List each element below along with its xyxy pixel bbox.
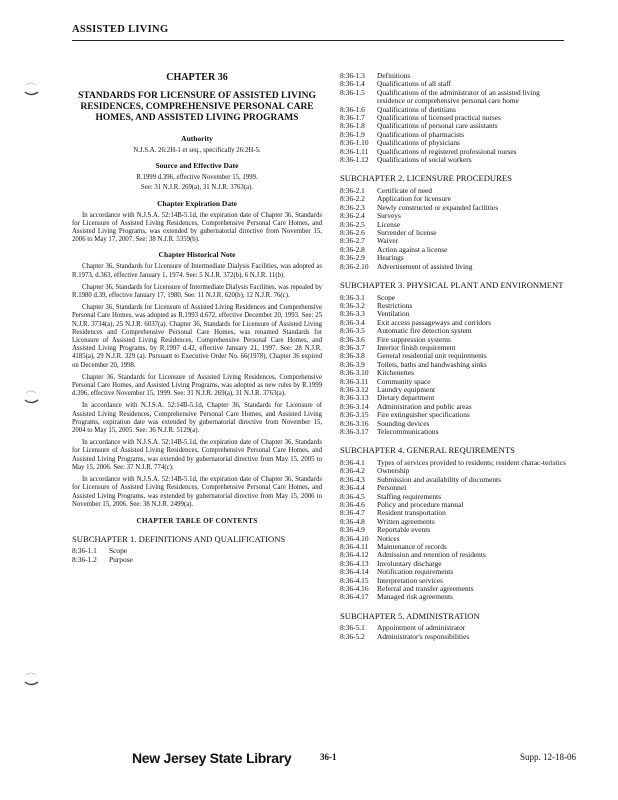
history-paragraph: Chapter 36, Standards for Licensure of Assisted Living Residences and Comprehensive Personal Care Homes, was adopted as R.1993 d.672, effective December 20, 1993. See: 25 N.J.R. 3734(a), 25 N.J.R. 6037(a). Chapter 36, Standards for Licensure of Assisted Living Residences and Comprehensive Personal Care Homes, was renamed Standards for Licensure of Assisted Living Residences, Comprehensive Personal Care Homes, and Assisted Living Programs, by R.1997 d.42, effective January 21, 1997. See: 28 N.J.R. 4185(a), 29 N.J.R. 329 (a). Pursuant to Executive Order No. 66(1978), Chapter 36 expired on December 20, 1998. — [72, 304, 322, 369]
section-title: Notices — [377, 533, 400, 543]
section-title: Newly constructed or expanded facilities — [377, 202, 499, 212]
history-paragraph: In accordance with N.J.S.A. 52:14B-5.1d, the expiration date of Chapter 36, Standards for Licensure of Assisted Living Residences, Comprehensive Personal Care Homes, and Assisted Living Programs, was extended by gubernatorial directive from May 15, 2006 to November 15, 2006. See: 38 N.J.R. 2499(a). — [72, 476, 322, 508]
toc-list — [340, 187, 566, 271]
section-title: Qualifications of dietitians — [377, 104, 456, 114]
section-number: 8:36-1.12 — [340, 155, 369, 165]
section-number: 8:36-3.2 — [340, 300, 365, 310]
punch-hole-icon — [22, 388, 40, 406]
section-number: 8:36-2.6 — [340, 228, 365, 237]
section-title: Interior finish requirement — [377, 342, 456, 352]
section-title: Admission and retention of residents — [377, 550, 486, 560]
section-title: Maintenance of records — [377, 542, 447, 551]
section-title: Qualifications of pharmacists — [377, 129, 465, 139]
history-heading: Chapter Historical Note — [158, 250, 236, 260]
history-paragraph: Chapter 36, Standards for Licensure of Intermediate Dialysis Facilities, was repealed by R.1980 d.39, effective January 17, 1980. See: 11 N.J.R. 620(b), 12 N.J.R. 76(c). — [72, 283, 322, 300]
section-title: Qualifications of all staff — [377, 79, 451, 89]
toc-entry — [72, 556, 322, 564]
section-number: 8:36-1.5 — [340, 87, 365, 97]
subchapter-title: SUBCHAPTER 3. PHYSICAL PLANT AND ENVIRONMENT — [340, 280, 564, 291]
section-title: Surrender of license — [377, 228, 437, 237]
section-number: 8:36-4.1 — [340, 457, 365, 467]
toc-entry — [340, 535, 566, 543]
toc-entry — [340, 89, 566, 106]
section-number: 8:36-3.8 — [340, 351, 365, 361]
section-number: 8:36-3.17 — [340, 427, 369, 437]
toc-entry — [340, 212, 566, 220]
section-number: 8:36-5.2 — [340, 631, 365, 641]
section-number: 8:36-1.3 — [340, 71, 365, 80]
section-number: 8:36-4.16 — [340, 584, 369, 594]
subchapter-title: SUBCHAPTER 4. GENERAL REQUIREMENTS — [340, 445, 515, 456]
expiration-paragraph: In accordance with N.J.S.A. 52:14B-5.1d, the expiration date of Chapter 36, Standards for Licensure of Assisted Living Residences, Comprehensive Personal Care Homes, and Assisted Living Programs, was extended by gubernatorial directive from November 15, 2006 to May 17, 2007. See: 38 N.J.R. 5359(b). — [72, 211, 322, 244]
section-title: Waiver — [377, 236, 399, 246]
header-rule — [72, 40, 564, 41]
section-number: 8:36-3.1 — [340, 292, 365, 302]
toc-entry — [340, 302, 566, 310]
section-title: Purpose — [109, 554, 133, 564]
section-number: 8:36-3.11 — [340, 376, 369, 386]
history-paragraph: In accordance with N.J.S.A. 52:14B-5.1d, Chapter 36, Standards for Licensure of Assisted Living Residences, Comprehensive Personal Care Homes, and Assisted Living Programs, expiration date was extended by gubernatorial directive from November 15, 2004 to May 15, 2005. See: 36 N.J.R. 5129(a). — [72, 402, 322, 435]
section-title: Types of services provided to residents; resident charac-teristics — [377, 457, 566, 467]
page-number: 36-1 — [320, 752, 337, 762]
section-title: General residential unit requirements — [377, 351, 487, 361]
section-title: Policy and procedure manual — [377, 499, 464, 509]
section-title: Sounding devices — [377, 418, 430, 428]
section-number: 8:36-3.15 — [340, 410, 369, 420]
toc-entry — [340, 156, 566, 164]
section-number: 8:36-4.7 — [340, 508, 365, 518]
section-number: 8:36-4.14 — [340, 567, 369, 577]
section-number: 8:36-3.12 — [340, 385, 369, 394]
section-title: Exit access passageways and corridors — [377, 317, 492, 327]
section-title: Action against a license — [377, 244, 448, 254]
section-number: 8:36-2.8 — [340, 244, 365, 254]
toc-entry — [340, 229, 566, 237]
section-number: 8:36-4.17 — [340, 592, 369, 602]
running-header: ASSISTED LIVING — [72, 24, 169, 35]
section-number: 8:36-3.14 — [340, 401, 369, 411]
section-number: 8:36-1.4 — [340, 79, 365, 89]
toc-entry — [340, 378, 566, 386]
section-number: 8:36-4.8 — [340, 516, 365, 526]
punch-hole-icon — [22, 670, 40, 688]
section-title: Ownership — [377, 466, 410, 476]
section-title: Dietary department — [377, 393, 435, 403]
section-title: Scope — [377, 292, 396, 302]
section-number: 8:36-1.11 — [340, 146, 369, 156]
section-title: Hearings — [377, 253, 404, 263]
toc-entry — [340, 411, 566, 419]
toc-entry — [340, 551, 566, 559]
section-title: Fire extinguisher specifications — [377, 410, 470, 420]
toc-list — [72, 547, 322, 564]
section-title: Qualifications of registered professional nurses — [377, 146, 517, 156]
section-title: Toilets, baths and handwashing sinks — [377, 359, 487, 369]
section-number: 8:36-2.9 — [340, 253, 365, 263]
toc-entry — [340, 568, 566, 576]
section-number: 8:36-3.5 — [340, 326, 365, 336]
toc-entry — [340, 72, 566, 80]
source-line: R.1999 d.396, effective November 15, 1999. — [136, 174, 258, 182]
section-number: 8:36-4.2 — [340, 466, 365, 476]
toc-entry — [340, 294, 566, 302]
section-number: 8:36-1.8 — [340, 121, 365, 131]
section-title: Administration and public areas — [377, 401, 472, 411]
section-number: 8:36-4.12 — [340, 550, 369, 560]
section-number: 8:36-4.9 — [340, 525, 365, 535]
section-title: Restrictions — [377, 300, 413, 310]
section-title: Laundry equipment — [377, 385, 436, 394]
toc-list — [340, 624, 566, 641]
section-title: Appointment of administrator — [377, 623, 466, 633]
toc-entry — [340, 593, 566, 601]
section-title: Scope — [109, 546, 128, 556]
source-heading: Source and Effective Date — [155, 161, 239, 171]
history-paragraph: Chapter 36, Standards for Licensure of Intermediate Dialysis Facilities, was adopted as R.1973, d.363, effective January 1, 1974. See: 5 N.J.R. 372(b), 6 N.J.R. 11(b). — [72, 263, 322, 279]
section-title: Resident transportation — [377, 508, 446, 518]
section-title: Application for licensure — [377, 194, 451, 204]
toc-entry — [340, 633, 566, 641]
toc-entry — [340, 361, 566, 369]
section-number: 8:36-4.6 — [340, 499, 365, 509]
section-title: Certificate of need — [377, 185, 432, 195]
toc-entry — [340, 518, 566, 526]
section-number: 8:36-3.16 — [340, 418, 369, 428]
toc-entry — [340, 585, 566, 593]
section-number: 8:36-4.4 — [340, 483, 365, 493]
section-number: 8:36-4.3 — [340, 474, 365, 484]
section-title: Notification requirements — [377, 567, 454, 577]
section-number: 8:36-3.13 — [340, 393, 369, 403]
toc-entry — [340, 327, 566, 335]
history-paragraph: In accordance with N.J.S.A. 52:14B-5.1d, the expiration date of Chapter 36, Standards for Licensure of Assisted Living Residences, Comprehensive Personal Care Homes, and Assisted Living Programs, was extended by gubernatorial directive from May 15, 2005 to May 15, 2006. See: 37 N.J.R. 774(c). — [72, 439, 322, 471]
toc-list — [340, 294, 566, 437]
section-title: Interpretation services — [377, 575, 443, 585]
toc-entry — [340, 526, 566, 534]
toc-entry — [340, 459, 566, 467]
section-title: Reportable events — [377, 525, 431, 535]
toc-entry — [340, 263, 566, 271]
toc-entry — [340, 501, 566, 509]
chapter-title: STANDARDS FOR LICENSURE OF ASSISTED LIVING RESIDENCES, COMPREHENSIVE PERSONAL CARE HOMES, AND ASSISTED LIVING PROGRAMS — [78, 91, 316, 123]
toc-entry — [340, 560, 566, 568]
toc-list — [340, 459, 566, 602]
section-title: Managed risk agreements — [377, 592, 453, 602]
section-number: 8:36-2.1 — [340, 185, 365, 195]
toc-entry — [340, 369, 566, 377]
library-watermark: New Jersey State Library — [132, 750, 292, 766]
subchapter-title: SUBCHAPTER 1. DEFINITIONS AND QUALIFICATIONS — [72, 533, 286, 544]
section-number: 8:36-2.5 — [340, 219, 365, 229]
section-number: 8:36-1.7 — [340, 113, 365, 123]
toc-entry — [340, 484, 566, 492]
authority-text: N.J.S.A. 26:2H-1 et seq., specifically 26:2H-5. — [133, 147, 261, 154]
section-number: 8:36-4.5 — [340, 491, 365, 501]
section-number: 8:36-3.7 — [340, 342, 365, 352]
section-title: Fire suppression systems — [377, 334, 451, 344]
source-line: See: 31 N.J.R. 269(a), 31 N.J.R. 3763(a). — [140, 184, 254, 192]
section-number: 8:36-5.1 — [340, 623, 365, 633]
section-number: 8:36-1.9 — [340, 129, 365, 139]
toc-list — [340, 72, 566, 164]
section-number: 8:36-2.7 — [340, 236, 365, 246]
section-title: Qualifications of licensed practical nurses — [377, 113, 501, 123]
section-title: Ventilation — [377, 309, 410, 319]
section-number: 8:36-1.10 — [340, 138, 369, 148]
subchapter-title: SUBCHAPTER 2. LICENSURE PROCEDURES — [340, 173, 512, 184]
section-title: Qualifications of the administrator of an assisted living residence or comprehensive personal care home — [377, 87, 540, 106]
section-number: 8:36-2.4 — [340, 211, 365, 221]
section-number: 8:36-4.15 — [340, 575, 369, 585]
toc-entry — [340, 428, 566, 436]
section-title: Written agreements — [377, 516, 435, 526]
section-title: Advertisement of assisted living — [377, 261, 473, 271]
section-number: 8:36-3.4 — [340, 317, 365, 327]
section-title: Community space — [377, 376, 431, 386]
left-column — [72, 72, 322, 564]
section-title: Kitchenettes — [377, 368, 414, 378]
history-paragraph: Chapter 36, Standards for Licensure of Assisted Living Residences, Comprehensive Personal Care Homes, and Assisted Living Programs, was adopted as new rules by R.1999 d.396, effective November 15, 1999. See: 31 N.J.R. 269(a), 31 N.J.R. 3763(a). — [72, 373, 322, 398]
section-number: 8:36-1.6 — [340, 104, 365, 114]
section-title: Definitions — [377, 71, 411, 80]
section-number: 8:36-2.3 — [340, 202, 365, 212]
section-title: Administrator's responsibilities — [377, 631, 470, 641]
punch-hole-icon — [22, 80, 40, 98]
section-title: Telecommunications — [377, 427, 439, 437]
section-title: Staffing requirements — [377, 491, 442, 501]
section-number: 8:36-3.3 — [340, 309, 365, 319]
toc-heading: CHAPTER TABLE OF CONTENTS — [136, 516, 258, 525]
section-title: Personnel — [377, 483, 407, 493]
section-number: 8:36-2.10 — [340, 261, 369, 271]
toc-entry — [340, 420, 566, 428]
section-title: Qualifications of social workers — [377, 155, 472, 165]
section-number: 8:36-3.9 — [340, 359, 365, 369]
authority-heading: Authority — [181, 134, 213, 143]
right-column — [340, 72, 566, 641]
toc-entry — [340, 246, 566, 254]
toc-entry — [340, 204, 566, 212]
chapter-number: CHAPTER 36 — [166, 72, 228, 83]
section-number: 8:36-4.11 — [340, 542, 369, 551]
section-number: 8:36-4.13 — [340, 558, 369, 568]
toc-entry — [340, 386, 566, 394]
section-number: 8:36-3.10 — [340, 368, 369, 378]
section-title: Referral and transfer agreements — [377, 584, 474, 594]
toc-entry — [340, 237, 566, 245]
section-title: License — [377, 219, 400, 229]
expiration-heading: Chapter Expiration Date — [157, 198, 237, 208]
toc-entry — [340, 221, 566, 229]
toc-entry — [340, 187, 566, 195]
section-number: 8:36-2.2 — [340, 194, 365, 204]
supplement-date: Supp. 12-18-06 — [520, 752, 576, 762]
section-title: Qualifications of physicians — [377, 138, 460, 148]
section-title: Automatic fire detection system — [377, 326, 472, 336]
section-title: Qualifications of personal care assistants — [377, 121, 498, 131]
toc-entry — [340, 509, 566, 517]
section-number: 8:36-3.6 — [340, 334, 365, 344]
section-number: 8:36-1.2 — [72, 554, 97, 564]
section-title: Submission and availability of documents — [377, 474, 501, 484]
section-number: 8:36-4.10 — [340, 533, 369, 543]
toc-entry — [340, 476, 566, 484]
section-title: Involuntary discharge — [377, 558, 442, 568]
subchapter-title: SUBCHAPTER 5. ADMINISTRATION — [340, 610, 480, 621]
section-title: Surveys — [377, 211, 401, 221]
section-number: 8:36-1.1 — [72, 546, 97, 556]
